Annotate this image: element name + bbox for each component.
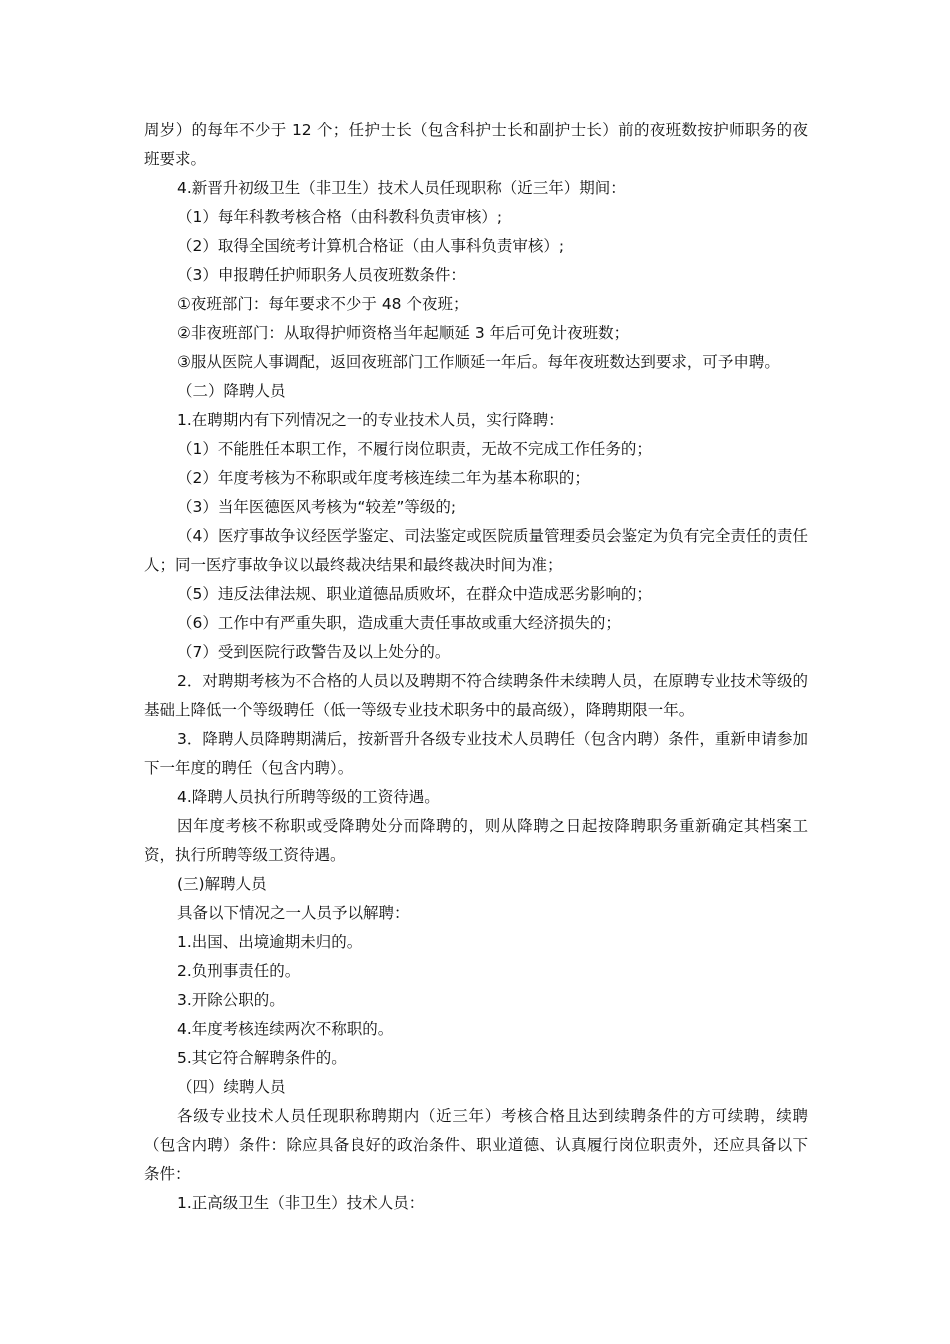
paragraph: 1.正高级卫生（非卫生）技术人员： [177,1194,425,1212]
paragraph: （7）受到医院行政警告及以上处分的。 [177,643,451,661]
paragraph: （2）年度考核为不称职或年度考核连续二年为基本称职的； [177,469,590,487]
paragraph: ③服从医院人事调配，返回夜班部门工作顺延一年后。每年夜班数达到要求，可予申聘。 [177,353,780,371]
paragraph: （1）不能胜任本职工作，不履行岗位职责，无故不完成工作任务的； [177,440,652,458]
paragraph: 2.负刑事责任的。 [177,962,301,980]
document-body [144,116,808,1218]
paragraph: 4.年度考核连续两次不称职的。 [177,1020,394,1038]
paragraph: ①夜班部门：每年要求不少于 48 个夜班； [177,295,469,313]
paragraph: 4.新晋升初级卫生（非卫生）技术人员任现职称（近三年）期间： [177,179,626,197]
paragraph: 1.在聘期内有下列情况之一的专业技术人员，实行降聘： [177,411,564,429]
paragraph: （2）取得全国统考计算机合格证（由人事科负责审核）; [177,237,565,255]
paragraph: （4）医疗事故争议经医学鉴定、司法鉴定或医院质量管理委员会鉴定为负有完全责任的责任人；同一医疗事故争议以最终裁决结果和最终裁决时间为准； [144,527,808,574]
paragraph: 4.降聘人员执行所聘等级的工资待遇。 [177,788,440,806]
section-heading: （四）续聘人员 [177,1078,286,1096]
paragraph: （1）每年科教考核合格（由科教科负责审核）; [177,208,503,226]
section-heading: (三)解聘人员 [177,875,267,893]
paragraph: （3）申报聘任护师职务人员夜班数条件： [177,266,466,284]
paragraph: 5.其它符合解聘条件的。 [177,1049,347,1067]
paragraph: 各级专业技术人员任现职称聘期内（近三年）考核合格且达到续聘条件的方可续聘，续聘（包含内聘）条件：除应具备良好的政治条件、职业道德、认真履行岗位职责外，还应具备以下条件： [144,1107,808,1183]
paragraph: （6）工作中有严重失职，造成重大责任事故或重大经济损失的； [177,614,621,632]
section-heading: （二）降聘人员 [177,382,286,400]
paragraph: 因年度考核不称职或受降聘处分而降聘的，则从降聘之日起按降聘职务重新确定其档案工资，执行所聘等级工资待遇。 [144,817,808,864]
paragraph: 1.出国、出境逾期未归的。 [177,933,363,951]
paragraph: 具备以下情况之一人员予以解聘： [177,904,410,922]
paragraph: （3）当年医德医风考核为“较差”等级的; [177,498,457,516]
paragraph: 3.开除公职的。 [177,991,285,1009]
paragraph: ②非夜班部门：从取得护师资格当年起顺延 3 年后可免计夜班数； [177,324,630,342]
paragraph: 2．对聘期考核为不合格的人员以及聘期不符合续聘条件未续聘人员，在原聘专业技术等级的基础上降低一个等级聘任（低一等级专业技术职务中的最高级），降聘期限一年。 [144,672,808,719]
paragraph: 周岁）的每年不少于 12 个；任护士长（包含科护士长和副护士长）前的夜班数按护师职务的夜班要求。 [144,121,808,168]
paragraph: （5）违反法律法规、职业道德品质败坏，在群众中造成恶劣影响的； [177,585,652,603]
paragraph: 3．降聘人员降聘期满后，按新晋升各级专业技术人员聘任（包含内聘）条件，重新申请参加下一年度的聘任（包含内聘）。 [144,730,808,777]
